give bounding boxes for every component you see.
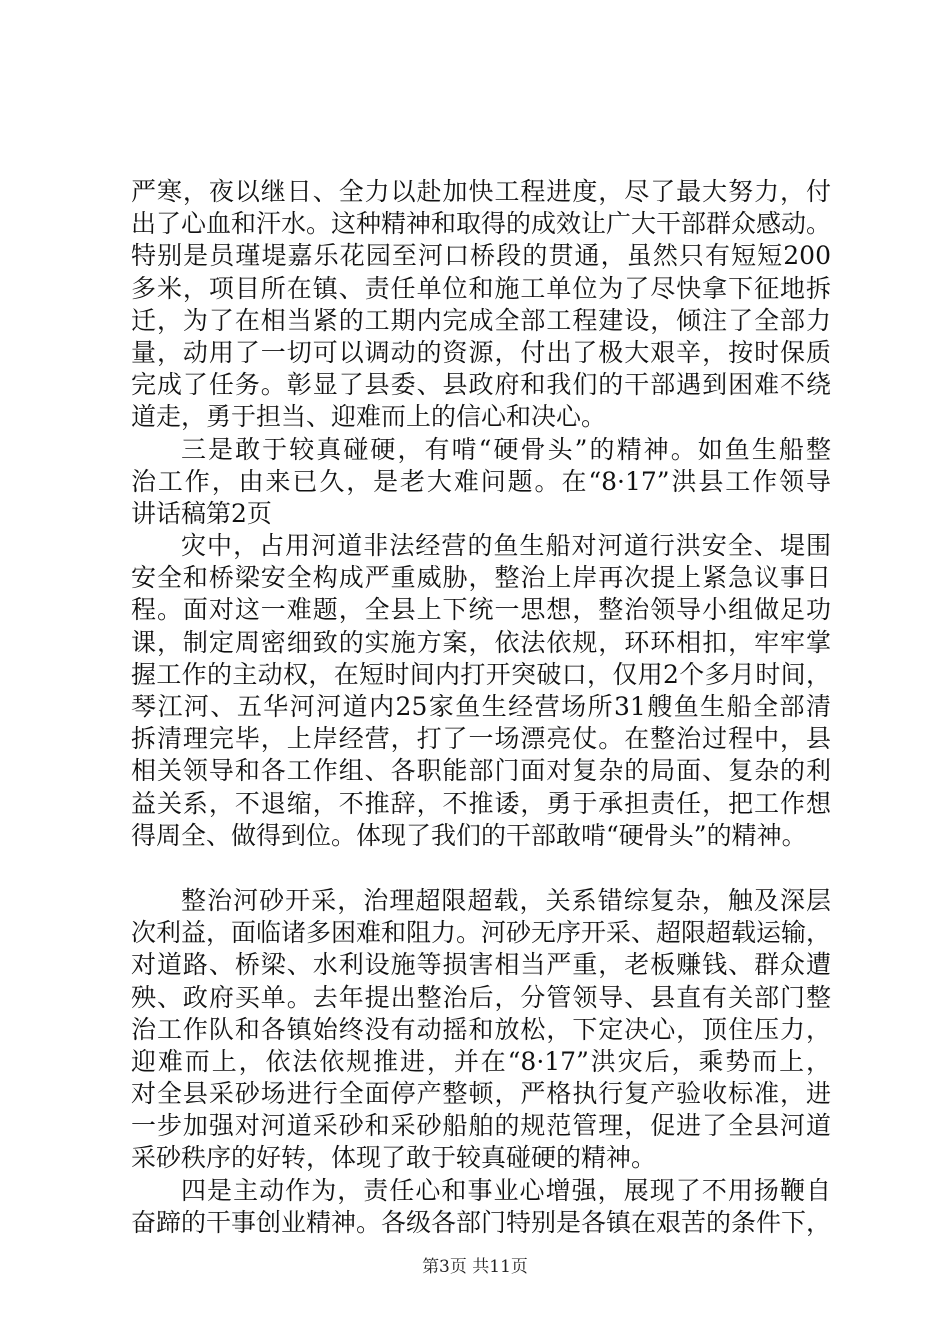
text-line: 严寒，夜以继日、全力以赴加快工程进度，尽了最大努力，付: [131, 177, 831, 206]
text-line: 琴江河、五华河河道内25家鱼生经营场所31艘鱼生船全部清: [131, 692, 831, 721]
text-line: 采砂秩序的好转，体现了敢于较真碰硬的精神。: [131, 1143, 657, 1173]
text-line: 殃、政府买单。去年提出整治后，分管领导、县直有关部门整: [131, 982, 831, 1012]
text-line: 完成了任务。彰显了县委、县政府和我们的干部遇到困难不绕: [131, 370, 831, 400]
paragraph: [131, 530, 831, 852]
text-line: 迁，为了在相当紧的工期内完成全部工程建设，倾注了全部力: [131, 305, 831, 335]
text-line: 对道路、桥梁、水利设施等损害相当严重，老板赚钱、群众遭: [131, 950, 831, 980]
page-number-label: 第3页 共11页: [422, 1257, 528, 1277]
text-line: 多米，项目所在镇、责任单位和施工单位为了尽快拿下征地拆: [131, 273, 831, 303]
text-line: 对全县采砂场进行全面停产整顿，严格执行复产验收标准，进: [131, 1079, 831, 1109]
text-line: 课，制定周密细致的实施方案，依法依规，环环相扣，牢牢掌: [131, 627, 831, 657]
page-footer: [0, 1256, 950, 1278]
text-line: 迎难而上，依法依规推进，并在“8·17”洪灾后，乘势而上，: [131, 1046, 831, 1076]
paragraph-gap: [131, 852, 831, 885]
text-line: 量，动用了一切可以调动的资源，付出了极大艰辛，按时保质: [131, 337, 831, 367]
document-body: [131, 176, 831, 1239]
text-line: 整治河砂开采，治理超限超载，关系错综复杂，触及深层: [181, 885, 831, 915]
text-line: 三是敢于较真碰硬，有啃“硬骨头”的精神。如鱼生船整: [181, 434, 831, 464]
text-line: 奋蹄的干事创业精神。各级各部门特别是各镇在艰苦的条件下，: [131, 1207, 832, 1237]
paragraph: [131, 176, 831, 434]
text-line: 治工作队和各镇始终没有动摇和放松，下定决心，顶住压力，: [131, 1014, 831, 1044]
text-line: 程。面对这一难题，全县上下统一思想，整治领导小组做足功: [131, 595, 831, 625]
text-line: 相关领导和各工作组、各职能部门面对复杂的局面、复杂的利: [131, 756, 831, 786]
text-line: 灾中，占用河道非法经营的鱼生船对河道行洪安全、堤围: [181, 531, 831, 561]
text-line: 讲话稿第2页: [131, 498, 272, 528]
paragraph: [131, 1175, 831, 1239]
text-line: 一步加强对河道采砂和采砂船舶的规范管理，促进了全县河道: [131, 1111, 831, 1141]
text-line: 安全和桥梁安全构成严重威胁，整治上岸再次提上紧急议事日: [131, 563, 831, 593]
paragraph: [131, 434, 831, 531]
text-line: 得周全、做得到位。体现了我们的干部敢啃“硬骨头”的精神。: [131, 820, 807, 850]
text-line: 拆清理完毕，上岸经营，打了一场漂亮仗。在整治过程中，县: [131, 724, 831, 754]
text-line: 治工作，由来已久，是老大难问题。在“8·17”洪县工作领导: [131, 466, 831, 496]
text-line: 道走，勇于担当、迎难而上的信心和决心。: [131, 402, 607, 432]
text-line: 特别是员瑾堤嘉乐花园至河口桥段的贯通，虽然只有短短200: [131, 241, 831, 271]
text-line: 握工作的主动权，在短时间内打开突破口，仅用2个多月时间，: [131, 659, 831, 689]
paragraph: [131, 885, 831, 1175]
text-line: 益关系，不退缩，不推辞，不推诿，勇于承担责任，把工作想: [131, 788, 831, 818]
text-line: 次利益，面临诸多困难和阻力。河砂无序开采、超限超载运输，: [131, 918, 832, 948]
text-line: 四是主动作为，责任心和事业心增强，展现了不用扬鞭自: [181, 1175, 831, 1205]
text-line: 出了心血和汗水。这种精神和取得的成效让广大干部群众感动。: [131, 209, 832, 239]
